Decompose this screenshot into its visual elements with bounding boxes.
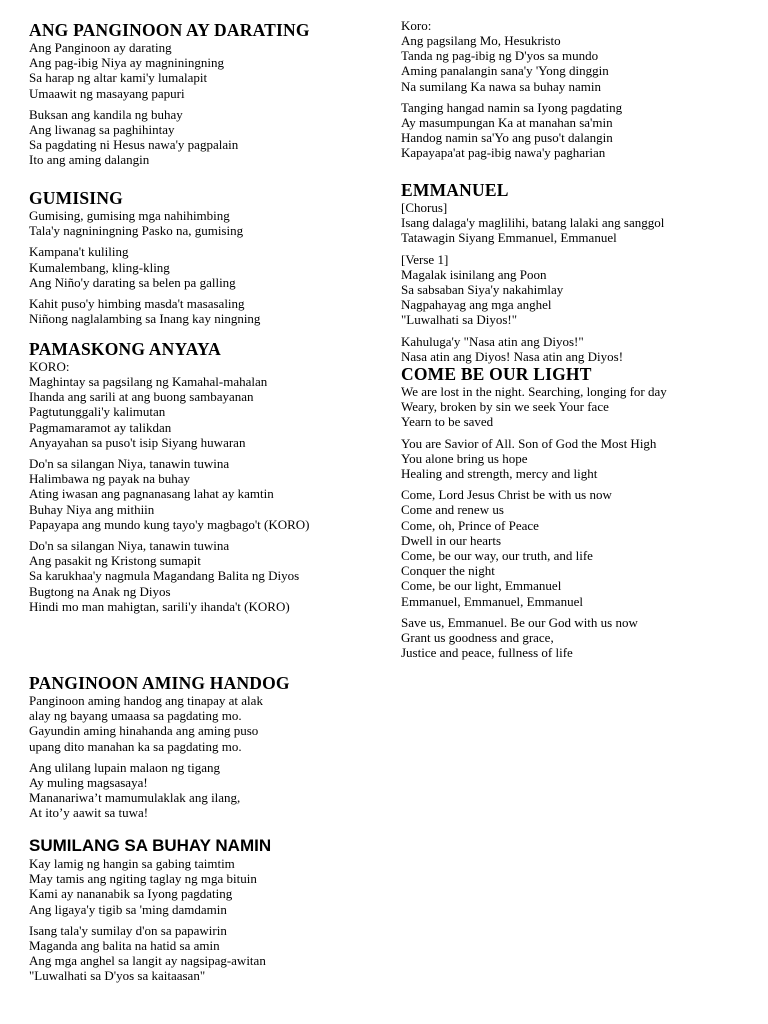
stanza bbox=[401, 384, 761, 430]
stanza bbox=[401, 100, 761, 161]
lyric-line: Mananariwa’t mamumulaklak ang ilang, bbox=[29, 790, 241, 806]
lyric-line: Come, Lord Jesus Christ be with us now bbox=[401, 487, 612, 503]
lyric-line: Kapayapa'at pag-ibig nawa'y pagharian bbox=[401, 145, 606, 161]
stanza bbox=[29, 760, 389, 821]
lyric-line: Healing and strength, mercy and light bbox=[401, 466, 598, 482]
lyric-line: Tala'y nagniningning Pasko na, gumising bbox=[29, 223, 244, 239]
lyric-line: Sa harap ng altar kami'y lumalapit bbox=[29, 70, 208, 86]
lyric-line: Kahit puso'y himbing masda't masasaling bbox=[29, 296, 245, 312]
lyric-line: Ang Niño'y darating sa belen pa galling bbox=[29, 274, 236, 290]
lyric-line: Panginoon aming handog ang tinapay at alak bbox=[29, 693, 263, 708]
lyric-line: We are lost in the night. Searching, longing for day bbox=[401, 384, 667, 399]
lyric-line: May tamis ang ngiting taglay ng mga bituin bbox=[29, 871, 257, 887]
lyric-line: Grant us goodness and grace, bbox=[401, 630, 554, 646]
lyric-line: Ihanda ang sarili at ang buong sambayanan bbox=[29, 389, 254, 405]
stanza bbox=[29, 456, 389, 532]
lyric-line: Na sumilang Ka nawa sa buhay namin bbox=[401, 78, 602, 94]
stanza bbox=[29, 296, 389, 326]
song-title: PANGINOON AMING HANDOG bbox=[29, 673, 290, 693]
lyric-line: Maghintay sa pagsilang ng Kamahal-mahalan bbox=[29, 374, 268, 389]
song-title: EMMANUEL bbox=[401, 180, 509, 200]
lyric-line: Kahuluga'y "Nasa atin ang Diyos!" bbox=[401, 333, 584, 349]
lyric-line: Pagmamaramot ay talikdan bbox=[29, 419, 172, 435]
stanza bbox=[29, 107, 389, 168]
stanza bbox=[29, 208, 389, 238]
lyric-line: Gayundin aming hinahanda ang aming puso bbox=[29, 723, 259, 739]
chorus-label: Koro: bbox=[401, 18, 432, 33]
stanza bbox=[29, 244, 389, 290]
lyric-line: Bugtong na Anak ng Diyos bbox=[29, 583, 171, 599]
lyric-line: Ay masumpungan Ka at manahan sa'min bbox=[401, 115, 613, 131]
lyric-line: Nasa atin ang Diyos! Nasa atin ang Diyos! bbox=[401, 348, 624, 364]
song-ang-panginoon-ay-darating bbox=[29, 20, 389, 168]
lyric-line: Conquer the night bbox=[401, 563, 495, 579]
lyric-line: Sa karukhaa'y nagmula Magandang Balita ng Diyos bbox=[29, 568, 300, 584]
stanza bbox=[401, 436, 761, 482]
stanza bbox=[401, 615, 761, 661]
lyric-line: Maganda ang balita na hatid sa amin bbox=[29, 938, 220, 954]
lyric-line: You alone bring us hope bbox=[401, 450, 528, 466]
lyric-line: Anyayahan sa puso't isip Siyang huwaran bbox=[29, 434, 246, 450]
lyric-line: Aming panalangin sana'y 'Yong dinggin bbox=[401, 63, 609, 79]
song-gumising bbox=[29, 188, 389, 326]
lyric-line: Nagpahayag ang mga anghel bbox=[401, 297, 552, 313]
lyric-line: Tanda ng pag-ibig ng D'yos sa mundo bbox=[401, 48, 599, 64]
song-title: SUMILANG SA BUHAY NAMIN bbox=[29, 836, 272, 855]
lyric-line: upang dito manahan ka sa pagdating mo. bbox=[29, 738, 242, 754]
lyric-line: Tanging hangad namin sa Iyong pagdating bbox=[401, 99, 623, 115]
lyric-line: Buksan ang kandila ng buhay bbox=[29, 106, 183, 122]
lyric-line: Come, be our light, Emmanuel bbox=[401, 578, 562, 594]
stanza bbox=[29, 374, 389, 450]
lyric-line: Justice and peace, fullness of life bbox=[401, 645, 573, 661]
lyric-line: Ito ang aming dalangin bbox=[29, 152, 150, 168]
lyric-line: "Luwalhati sa D'yos sa kaitaasan" bbox=[29, 968, 206, 984]
song-title: GUMISING bbox=[29, 188, 123, 208]
lyric-line: Kampana't kuliling bbox=[29, 244, 129, 260]
lyric-line: At ito’y aawit sa tuwa! bbox=[29, 805, 149, 821]
lyric-line: Yearn to be saved bbox=[401, 414, 494, 430]
lyric-line: Kumalembang, kling-kling bbox=[29, 259, 170, 275]
lyric-line: Emmanuel, Emmanuel, Emmanuel bbox=[401, 593, 583, 609]
lyric-line: Do'n sa silangan Niya, tanawin tuwina bbox=[29, 538, 230, 554]
lyric-line: Kami ay nananabik sa Iyong pagdating bbox=[29, 886, 233, 902]
lyric-line: Save us, Emmanuel. Be our God with us now bbox=[401, 614, 638, 630]
lyric-line: Sa pagdating ni Hesus nawa'y pagpalain bbox=[29, 137, 239, 153]
lyric-line: [Verse 1] bbox=[401, 251, 449, 267]
lyric-line: alay ng bayang umaasa sa pagdating mo. bbox=[29, 708, 242, 724]
lyric-line: Ang mga anghel sa langit ay nagsipag-awitan bbox=[29, 953, 266, 969]
song-title: COME BE OUR LIGHT bbox=[401, 364, 592, 384]
lyric-line: Halimbawa ng payak na buhay bbox=[29, 471, 191, 487]
lyric-line: Ay muling magsasaya! bbox=[29, 775, 148, 791]
lyric-line: Handog namin sa'Yo ang puso't dalangin bbox=[401, 130, 613, 146]
lyric-line: Gumising, gumising mga nahihimbing bbox=[29, 208, 230, 223]
stanza bbox=[401, 33, 761, 94]
lyric-line: Pagtutunggali'y kalimutan bbox=[29, 404, 166, 420]
lyric-line: [Chorus] bbox=[401, 200, 448, 215]
lyric-line: Isang dalaga'y maglilihi, batang lalaki ang sanggol bbox=[401, 215, 665, 231]
song-panginoon-aming-handog bbox=[29, 673, 389, 821]
lyric-line: Come, oh, Prince of Peace bbox=[401, 517, 539, 533]
stanza bbox=[401, 200, 761, 246]
lyric-line: Niñong naglalambing sa Inang kay ningning bbox=[29, 311, 261, 327]
lyric-line: Ang liwanag sa paghihintay bbox=[29, 122, 175, 138]
lyric-line: Papayapa ang mundo kung tayo'y magbago't (KORO) bbox=[29, 516, 310, 532]
stanza bbox=[29, 40, 389, 101]
stanza bbox=[401, 334, 761, 364]
lyric-line: Ang ulilang lupain malaon ng tigang bbox=[29, 759, 220, 775]
lyric-line: Buhay Niya ang mithiin bbox=[29, 501, 155, 517]
stanza bbox=[401, 487, 761, 609]
lyric-line: Ang ligaya'y tigib sa 'ming damdamin bbox=[29, 901, 227, 917]
stanza bbox=[29, 693, 389, 754]
song-title: PAMASKONG ANYAYA bbox=[29, 339, 222, 359]
stanza bbox=[29, 538, 389, 614]
lyric-line: Ating iwasan ang pagnanasang lahat ay kamtin bbox=[29, 486, 274, 502]
lyric-line: Come, be our way, our truth, and life bbox=[401, 548, 593, 564]
lyric-line: Isang tala'y sumilay d'on sa papawirin bbox=[29, 922, 227, 938]
song-pamaskong-anyaya bbox=[29, 339, 389, 614]
lyric-line: Ang pag-ibig Niya ay magniningning bbox=[29, 55, 224, 71]
lyric-line: You are Savior of All. Son of God the Most High bbox=[401, 435, 657, 451]
chorus-label: KORO: bbox=[29, 359, 70, 374]
lyric-line: Ang pagsilang Mo, Hesukristo bbox=[401, 33, 561, 48]
lyric-line: Hindi mo man mahigtan, sarili'y ihanda't (KORO) bbox=[29, 598, 290, 614]
lyric-line: Umaawit ng masayang papuri bbox=[29, 85, 185, 101]
lyric-line: Dwell in our hearts bbox=[401, 532, 502, 548]
lyric-line: Tatawagin Siyang Emmanuel, Emmanuel bbox=[401, 230, 617, 246]
lyric-line: Ang pasakit ng Kristong sumapit bbox=[29, 553, 201, 569]
stanza bbox=[401, 252, 761, 328]
song-sumilang-koro-continued bbox=[401, 18, 761, 161]
song-title: ANG PANGINOON AY DARATING bbox=[29, 20, 310, 40]
song-sumilang-sa-buhay-namin bbox=[29, 836, 389, 984]
song-come-be-our-light bbox=[401, 364, 761, 660]
lyric-line: Ang Panginoon ay darating bbox=[29, 40, 172, 55]
lyric-line: "Luwalhati sa Diyos!" bbox=[401, 312, 518, 328]
lyric-line: Weary, broken by sin we seek Your face bbox=[401, 399, 609, 415]
lyric-line: Do'n sa silangan Niya, tanawin tuwina bbox=[29, 456, 230, 472]
stanza bbox=[29, 856, 389, 917]
stanza bbox=[29, 923, 389, 984]
lyric-line: Kay lamig ng hangin sa gabing taimtim bbox=[29, 856, 235, 871]
lyric-line: Magalak isinilang ang Poon bbox=[401, 266, 547, 282]
song-emmanuel bbox=[401, 180, 761, 364]
lyric-line: Come and renew us bbox=[401, 502, 504, 518]
lyric-line: Sa sabsaban Siya'y nakahimlay bbox=[401, 282, 564, 298]
